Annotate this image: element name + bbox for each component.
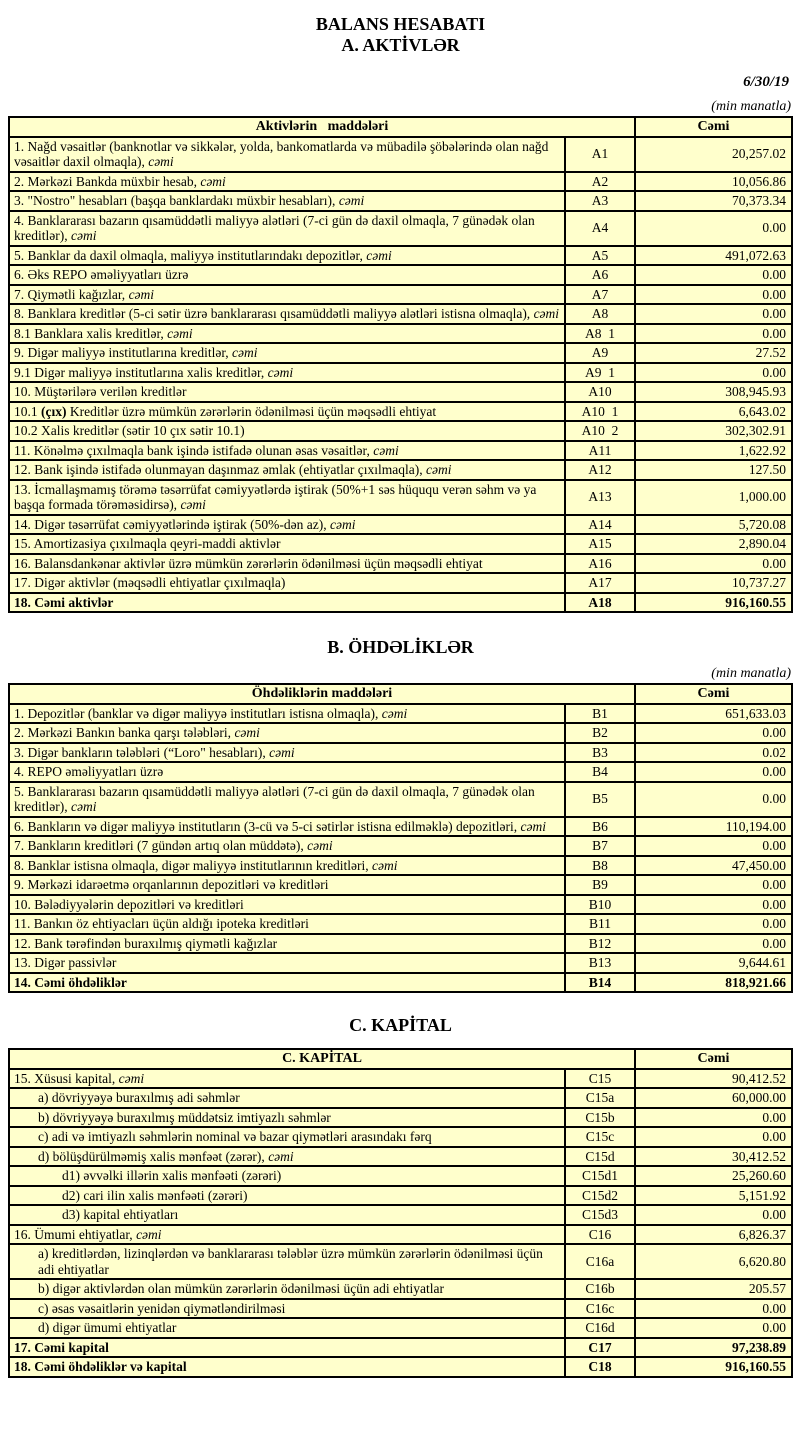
- table-row: [9, 1357, 792, 1377]
- section-b-title: B. ÖHDƏLİKLƏR: [327, 637, 474, 657]
- row-value: 0.00: [635, 895, 792, 915]
- row-code: C16b: [565, 1279, 635, 1299]
- row-value: 70,373.34: [635, 191, 792, 211]
- row-code: B2: [565, 723, 635, 743]
- row-label: 2. Mərkəzi Bankda müxbir hesab, cəmi: [9, 172, 565, 192]
- row-value: 10,056.86: [635, 172, 792, 192]
- row-value: 6,643.02: [635, 402, 792, 422]
- row-value: 205.57: [635, 1279, 792, 1299]
- row-label: 7. Qiymətli kağızlar, cəmi: [9, 285, 565, 305]
- row-value: 0.00: [635, 762, 792, 782]
- assets-header-row: [9, 117, 792, 137]
- row-value: 0.00: [635, 723, 792, 743]
- row-code: C18: [565, 1357, 635, 1377]
- row-code: A18: [565, 593, 635, 613]
- row-value: 0.00: [635, 1205, 792, 1225]
- table-row: [9, 1186, 792, 1206]
- row-value: 60,000.00: [635, 1088, 792, 1108]
- row-label: 16. Balansdankənar aktivlər üzrə mümkün zərərlərin ödənilməsi üçün məqsədli ehtiyat: [9, 554, 565, 574]
- row-value: 6,620.80: [635, 1244, 792, 1279]
- row-code: C16c: [565, 1299, 635, 1319]
- liabilities-header-items: Öhdəliklərin maddələri: [9, 684, 635, 704]
- table-row: [9, 480, 792, 515]
- row-value: 1,000.00: [635, 480, 792, 515]
- row-label: 13. İcmallaşmamış törəmə təsərrüfat cəmiyyətlərdə iştirak (50%+1 səs hüququ verən səhm və ya başqa formada törəməsidirsə), cəmi: [9, 480, 565, 515]
- row-code: B14: [565, 973, 635, 993]
- table-row: [9, 836, 792, 856]
- row-value: 20,257.02: [635, 137, 792, 172]
- table-row: [9, 1205, 792, 1225]
- row-label: 17. Cəmi kapital: [9, 1338, 565, 1358]
- row-value: 5,151.92: [635, 1186, 792, 1206]
- row-code: A4: [565, 211, 635, 246]
- row-label: 9. Digər maliyyə institutlarına kreditlər, cəmi: [9, 343, 565, 363]
- row-value: 0.00: [635, 1299, 792, 1319]
- liabilities-table: [8, 683, 793, 993]
- row-label: 12. Bank işində istifadə olunmayan daşınmaz əmlak (ehtiyatlar çıxılmaqla), cəmi: [9, 460, 565, 480]
- table-row: [9, 1088, 792, 1108]
- row-label: 15. Amortizasiya çıxılmaqla qeyri-maddi aktivlər: [9, 534, 565, 554]
- row-value: 0.00: [635, 285, 792, 305]
- row-code: C16d: [565, 1318, 635, 1338]
- row-label: 3. Digər bankların tələbləri (“Loro" hesabları), cəmi: [9, 743, 565, 763]
- row-value: 25,260.60: [635, 1166, 792, 1186]
- table-row: [9, 211, 792, 246]
- row-code: C15: [565, 1069, 635, 1089]
- row-label: c) adi və imtiyazlı səhmlərin nominal və bazar qiymətləri arasındakı fərq: [9, 1127, 565, 1147]
- row-value: 27.52: [635, 343, 792, 363]
- row-label: 18. Cəmi aktivlər: [9, 593, 565, 613]
- liabilities-header-row: [9, 684, 792, 704]
- row-code: B9: [565, 875, 635, 895]
- row-label: 1. Depozitlər (banklar və digər maliyyə institutları istisna olmaqla), cəmi: [9, 704, 565, 724]
- table-row: [9, 421, 792, 441]
- table-row: [9, 914, 792, 934]
- row-label: 2. Mərkəzi Bankın banka qarşı tələbləri, cəmi: [9, 723, 565, 743]
- row-value: 9,644.61: [635, 953, 792, 973]
- row-label: 13. Digər passivlər: [9, 953, 565, 973]
- row-label: 10.1 (çıx) Kreditlər üzrə mümkün zərərlərin ödənilməsi üçün məqsədli ehtiyat: [9, 402, 565, 422]
- table-row: [9, 1147, 792, 1167]
- table-row: [9, 953, 792, 973]
- row-value: 6,826.37: [635, 1225, 792, 1245]
- table-row: [9, 534, 792, 554]
- assets-table: [8, 116, 793, 613]
- report-title-line2: A. AKTİVLƏR: [341, 35, 460, 55]
- table-row: [9, 934, 792, 954]
- row-code: B8: [565, 856, 635, 876]
- row-code: A2: [565, 172, 635, 192]
- row-code: A17: [565, 573, 635, 593]
- row-value: 651,633.03: [635, 704, 792, 724]
- table-row: [9, 875, 792, 895]
- row-code: A11: [565, 441, 635, 461]
- table-row: [9, 246, 792, 266]
- report-title-line1: BALANS HESABATI: [315, 14, 486, 34]
- row-label: d2) cari ilin xalis mənfəəti (zərəri): [9, 1186, 565, 1206]
- row-code: A10: [565, 382, 635, 402]
- capital-header-items: C. KAPİTAL: [9, 1049, 635, 1069]
- row-label: d) bölüşdürülməmiş xalis mənfəət (zərər), cəmi: [9, 1147, 565, 1167]
- row-label: 11. Bankın öz ehtiyacları üçün aldığı ipoteka kreditləri: [9, 914, 565, 934]
- row-label: 18. Cəmi öhdəliklər və kapital: [9, 1357, 565, 1377]
- assets-header-items: Aktivlərin maddələri: [9, 117, 635, 137]
- row-label: d) digər ümumi ehtiyatlar: [9, 1318, 565, 1338]
- row-code: C15d3: [565, 1205, 635, 1225]
- row-label: 12. Bank tərəfindən buraxılmış qiymətli kağızlar: [9, 934, 565, 954]
- table-row: [9, 895, 792, 915]
- table-row: [9, 1338, 792, 1358]
- liabilities-table-mount: [8, 683, 793, 993]
- row-code: A9: [565, 343, 635, 363]
- row-value: 491,072.63: [635, 246, 792, 266]
- row-value: 0.00: [635, 304, 792, 324]
- table-row: [9, 382, 792, 402]
- row-code: B3: [565, 743, 635, 763]
- row-label: 5. Banklararası bazarın qısamüddətli maliyyə alətləri (7-ci gün də daxil olmaqla, 7 günədək olan kreditlər), cəmi: [9, 782, 565, 817]
- assets-table-mount: [8, 116, 793, 613]
- row-value: 30,412.52: [635, 1147, 792, 1167]
- row-value: 1,622.92: [635, 441, 792, 461]
- report-date: 6/30/19: [743, 74, 789, 90]
- table-row: [9, 324, 792, 344]
- report-title: [8, 14, 793, 56]
- table-row: [9, 137, 792, 172]
- row-value: 0.00: [635, 934, 792, 954]
- row-label: a) dövriyyəyə buraxılmış adi səhmlər: [9, 1088, 565, 1108]
- table-row: [9, 265, 792, 285]
- row-code: C16a: [565, 1244, 635, 1279]
- row-code: C16: [565, 1225, 635, 1245]
- table-row: [9, 1069, 792, 1089]
- row-code: C15d1: [565, 1166, 635, 1186]
- row-code: A5: [565, 246, 635, 266]
- table-row: [9, 1318, 792, 1338]
- capital-header-row: [9, 1049, 792, 1069]
- liabilities-header-total: Cəmi: [635, 684, 792, 704]
- row-label: 8. Banklara kreditlər (5-ci sətir üzrə banklararası qısamüddətli maliyyə alətləri istisna olmaqla), cəmi: [9, 304, 565, 324]
- row-code: A15: [565, 534, 635, 554]
- row-label: 7. Bankların kreditləri (7 gündən artıq olan müddətə), cəmi: [9, 836, 565, 856]
- row-value: 916,160.55: [635, 1357, 792, 1377]
- row-value: 10,737.27: [635, 573, 792, 593]
- row-value: 0.00: [635, 1318, 792, 1338]
- row-value: 0.00: [635, 265, 792, 285]
- row-label: 6. Əks REPO əməliyyatları üzrə: [9, 265, 565, 285]
- table-row: [9, 723, 792, 743]
- table-row: [9, 172, 792, 192]
- row-label: 1. Nağd vəsaitlər (banknotlar və sikkələr, yolda, bankomatlarda və mübadilə şöbələrində olan nağd vəsaitlər daxil olmaqla), cəmi: [9, 137, 565, 172]
- capital-table: [8, 1048, 793, 1378]
- row-label: b) digər aktivlərdən olan mümkün zərərlərin ödənilməsi üçün adi ehtiyatlar: [9, 1279, 565, 1299]
- table-row: [9, 191, 792, 211]
- row-label: 3. "Nostro" hesabları (başqa banklardakı müxbir hesabları), cəmi: [9, 191, 565, 211]
- row-code: A9 1: [565, 363, 635, 383]
- table-row: [9, 460, 792, 480]
- row-code: A7: [565, 285, 635, 305]
- row-value: 302,302.91: [635, 421, 792, 441]
- row-label: 6. Bankların və digər maliyyə institutların (3-cü və 5-ci sətirlər istisna edilməklə) depozitləri, cəmi: [9, 817, 565, 837]
- row-label: 5. Banklar da daxil olmaqla, maliyyə institutlarındakı depozitlər, cəmi: [9, 246, 565, 266]
- row-label: 10. Bələdiyyələrin depozitləri və kreditləri: [9, 895, 565, 915]
- row-value: 0.00: [635, 1127, 792, 1147]
- row-code: B6: [565, 817, 635, 837]
- row-code: B7: [565, 836, 635, 856]
- row-code: A16: [565, 554, 635, 574]
- row-label: 11. Könəlmə çıxılmaqla bank işində istifadə olunan əsas vəsaitlər, cəmi: [9, 441, 565, 461]
- table-row: [9, 1244, 792, 1279]
- row-code: C15d2: [565, 1186, 635, 1206]
- row-code: A6: [565, 265, 635, 285]
- row-code: A8: [565, 304, 635, 324]
- table-row: [9, 593, 792, 613]
- row-code: A8 1: [565, 324, 635, 344]
- row-label: 4. REPO əməliyyatları üzrə: [9, 762, 565, 782]
- row-code: B11: [565, 914, 635, 934]
- row-value: 916,160.55: [635, 593, 792, 613]
- row-code: B13: [565, 953, 635, 973]
- row-label: 10.2 Xalis kreditlər (sətir 10 çıx sətir 10.1): [9, 421, 565, 441]
- unit-note-a: (min manatla): [711, 99, 791, 114]
- row-value: 0.00: [635, 782, 792, 817]
- row-label: 4. Banklararası bazarın qısamüddətli maliyyə alətləri (7-ci gün də daxil olmaqla, 7 günədək olan kreditlər), cəmi: [9, 211, 565, 246]
- row-code: C15b: [565, 1108, 635, 1128]
- row-label: 10. Müştərilərə verilən kreditlər: [9, 382, 565, 402]
- row-value: 0.00: [635, 324, 792, 344]
- table-row: [9, 515, 792, 535]
- capital-table-mount: [8, 1048, 793, 1378]
- table-row: [9, 1108, 792, 1128]
- table-row: [9, 743, 792, 763]
- row-label: 9.1 Digər maliyyə institutlarına xalis kreditlər, cəmi: [9, 363, 565, 383]
- table-row: [9, 1279, 792, 1299]
- table-row: [9, 285, 792, 305]
- row-label: 9. Mərkəzi idarəetmə orqanlarının depozitləri və kreditləri: [9, 875, 565, 895]
- row-code: B4: [565, 762, 635, 782]
- row-code: C17: [565, 1338, 635, 1358]
- row-value: 5,720.08: [635, 515, 792, 535]
- row-code: A1: [565, 137, 635, 172]
- row-value: 0.00: [635, 914, 792, 934]
- row-code: A10 1: [565, 402, 635, 422]
- table-row: [9, 343, 792, 363]
- row-value: 90,412.52: [635, 1069, 792, 1089]
- table-row: [9, 441, 792, 461]
- table-row: [9, 402, 792, 422]
- table-row: [9, 1166, 792, 1186]
- row-label: 14. Digər təsərrüfat cəmiyyətlərində iştirak (50%-dən az), cəmi: [9, 515, 565, 535]
- row-label: 14. Cəmi öhdəliklər: [9, 973, 565, 993]
- row-code: A12: [565, 460, 635, 480]
- row-label: 16. Ümumi ehtiyatlar, cəmi: [9, 1225, 565, 1245]
- row-value: 308,945.93: [635, 382, 792, 402]
- row-value: 0.02: [635, 743, 792, 763]
- assets-header-total: Cəmi: [635, 117, 792, 137]
- row-label: 8.1 Banklara xalis kreditlər, cəmi: [9, 324, 565, 344]
- table-row: [9, 1127, 792, 1147]
- row-label: 15. Xüsusi kapital, cəmi: [9, 1069, 565, 1089]
- row-code: A3: [565, 191, 635, 211]
- row-label: a) kreditlərdən, lizinqlərdən və banklararası tələblər üzrə mümkün zərərlərin ödənilməsi üçün adi ehtiyatlar: [9, 1244, 565, 1279]
- row-label: b) dövriyyəyə buraxılmış müddətsiz imtiyazlı səhmlər: [9, 1108, 565, 1128]
- row-code: B5: [565, 782, 635, 817]
- row-code: B10: [565, 895, 635, 915]
- row-label: d1) əvvəlki illərin xalis mənfəəti (zərəri): [9, 1166, 565, 1186]
- table-row: [9, 704, 792, 724]
- row-value: 127.50: [635, 460, 792, 480]
- table-row: [9, 363, 792, 383]
- row-value: 0.00: [635, 1108, 792, 1128]
- row-code: A14: [565, 515, 635, 535]
- row-label: 8. Banklar istisna olmaqla, digər maliyyə institutlarının kreditləri, cəmi: [9, 856, 565, 876]
- row-code: C15a: [565, 1088, 635, 1108]
- table-row: [9, 973, 792, 993]
- row-value: 2,890.04: [635, 534, 792, 554]
- row-value: 0.00: [635, 836, 792, 856]
- table-row: [9, 1299, 792, 1319]
- row-code: C15c: [565, 1127, 635, 1147]
- row-value: 818,921.66: [635, 973, 792, 993]
- unit-note-b: (min manatla): [711, 666, 791, 681]
- row-label: d3) kapital ehtiyatları: [9, 1205, 565, 1225]
- row-code: A13: [565, 480, 635, 515]
- table-row: [9, 554, 792, 574]
- row-value: 0.00: [635, 363, 792, 383]
- row-code: B1: [565, 704, 635, 724]
- table-row: [9, 762, 792, 782]
- row-label: c) əsas vəsaitlərin yenidən qiymətləndirilməsi: [9, 1299, 565, 1319]
- section-c-title: C. KAPİTAL: [349, 1015, 452, 1035]
- row-value: 0.00: [635, 211, 792, 246]
- table-row: [9, 817, 792, 837]
- table-row: [9, 304, 792, 324]
- row-code: A10 2: [565, 421, 635, 441]
- row-value: 0.00: [635, 554, 792, 574]
- row-value: 0.00: [635, 875, 792, 895]
- table-row: [9, 856, 792, 876]
- row-label: 17. Digər aktivlər (məqsədli ehtiyatlar çıxılmaqla): [9, 573, 565, 593]
- table-row: [9, 782, 792, 817]
- table-row: [9, 573, 792, 593]
- row-code: B12: [565, 934, 635, 954]
- row-value: 97,238.89: [635, 1338, 792, 1358]
- row-code: C15d: [565, 1147, 635, 1167]
- capital-header-total: Cəmi: [635, 1049, 792, 1069]
- table-row: [9, 1225, 792, 1245]
- row-value: 110,194.00: [635, 817, 792, 837]
- row-value: 47,450.00: [635, 856, 792, 876]
